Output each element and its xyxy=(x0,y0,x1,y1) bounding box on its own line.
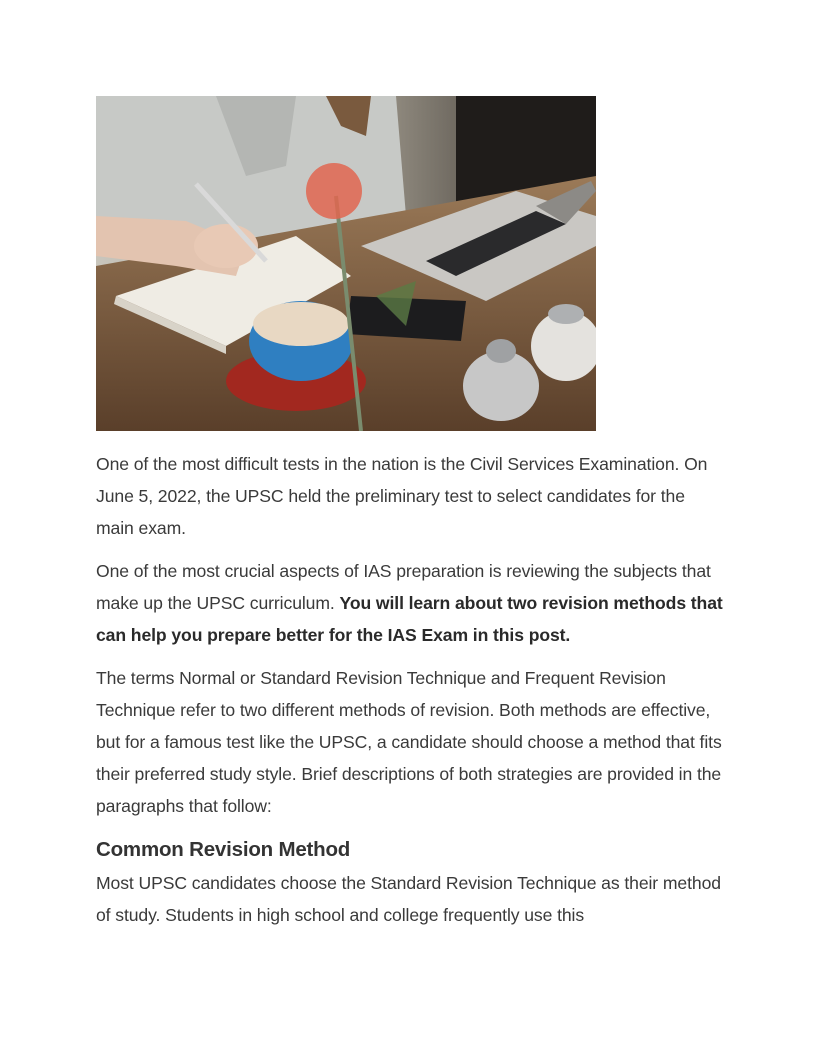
techniques-paragraph: The terms Normal or Standard Revision Technique and Frequent Revision Technique refer to two different methods of revision. Both methods are effective, but for a famous test like the UPSC, a candidate should choose a method that fits their preferred study style. Brief descriptions of both strategies are provided in the paragraphs that follow: xyxy=(96,668,722,816)
photo-illustration xyxy=(96,96,596,431)
preparation-paragraph xyxy=(96,555,726,651)
preparation-paragraph-text: One of the most crucial aspects of IAS preparation is reviewing the subjects that make up the UPSC curriculum. xyxy=(96,561,711,613)
study-desk-photo xyxy=(96,96,596,431)
preparation-paragraph-bold: You will learn about two revision methods that can help you prepare better for the IAS Exam in this post. xyxy=(96,593,723,645)
intro-paragraph: One of the most difficult tests in the nation is the Civil Services Examination. On June 5, 2022, the UPSC held the preliminary test to select candidates for the main exam. xyxy=(96,454,708,538)
article-body xyxy=(96,448,726,942)
section-paragraph: Most UPSC candidates choose the Standard Revision Technique as their method of study. Students in high school and college frequently use this xyxy=(96,873,721,925)
section-heading: Common Revision Method xyxy=(96,838,351,861)
